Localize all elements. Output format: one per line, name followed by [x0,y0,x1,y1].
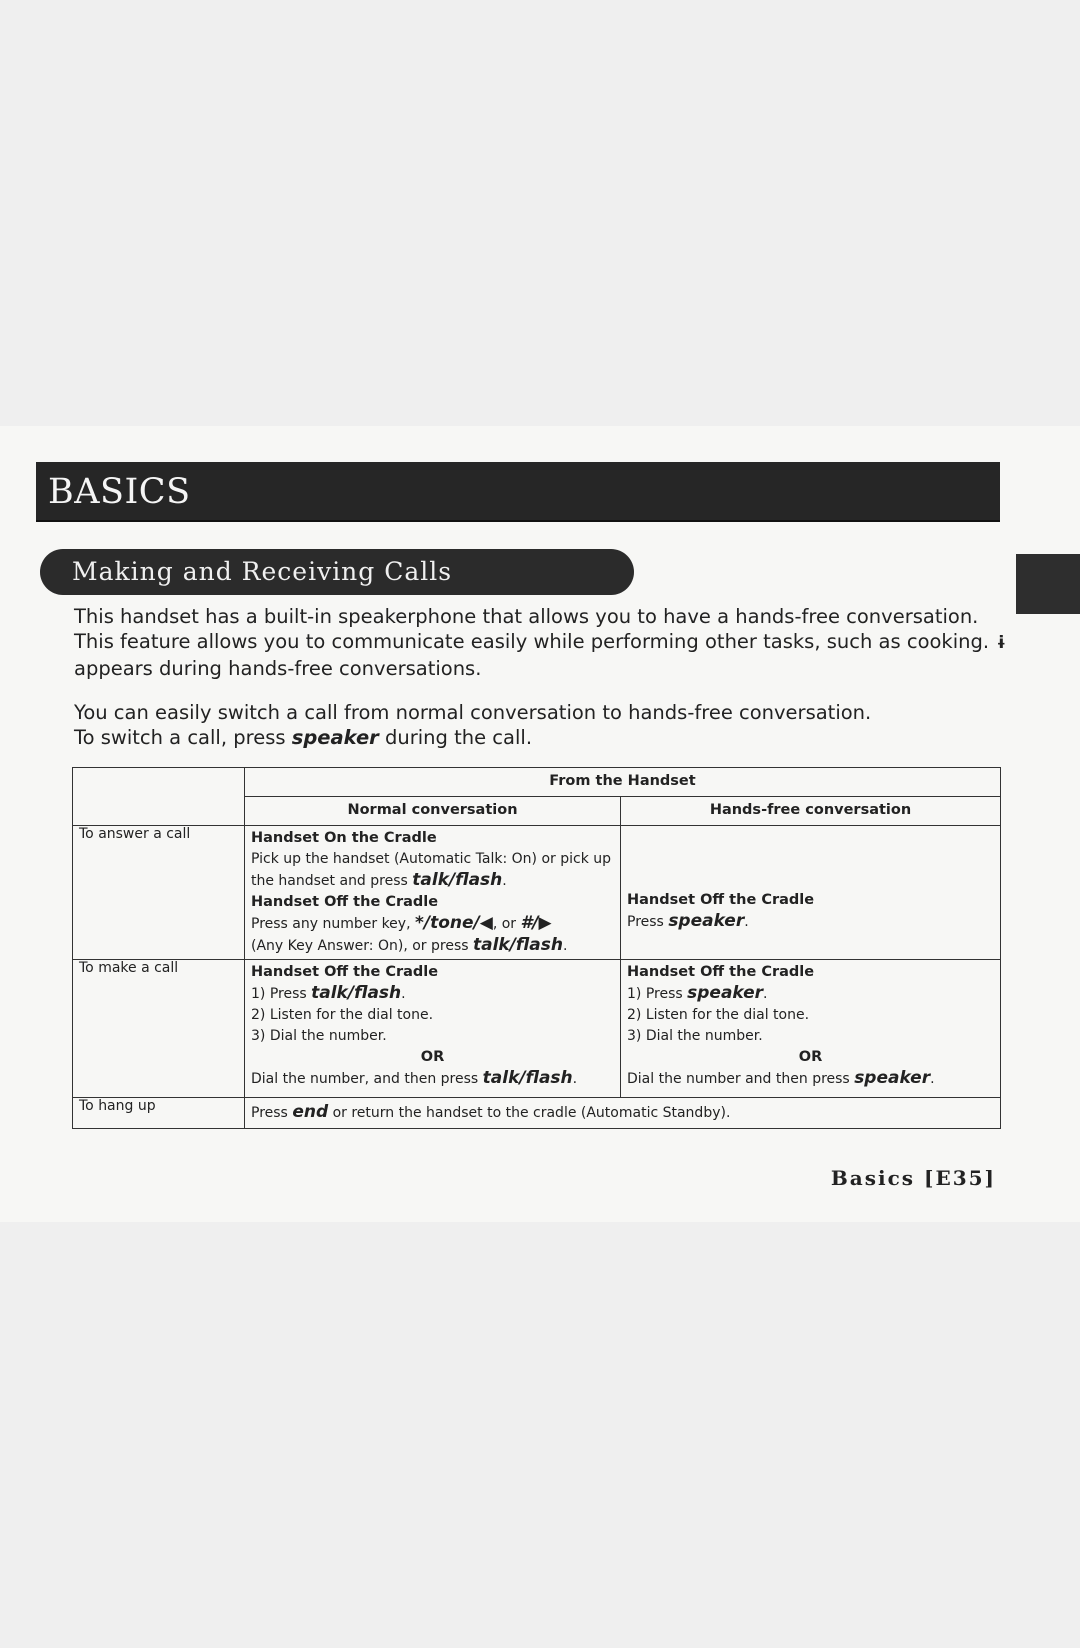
cell-text-part: 1) Press [251,986,307,1002]
step-3: 3) Dial the number. [627,1028,763,1044]
cell-heading: Handset Off the Cradle [251,894,439,910]
speaker-indicator-icon: ɨ [996,633,1006,653]
column-header-normal: Normal conversation [245,797,621,826]
column-header-handsfree: Hands-free conversation [621,797,1001,826]
cell-text [251,913,614,935]
alt-text: Dial the number and then press speaker. [627,1068,935,1088]
cell-heading: Handset On the Cradle [251,830,437,846]
talk-flash-key: talk/flash [412,870,503,890]
step-2: 2) Listen for the dial tone. [251,1007,434,1023]
cell-heading: Handset Off the Cradle [627,964,815,980]
speaker-key: speaker [854,1068,931,1088]
step-2: 2) Listen for the dial tone. [627,1007,810,1023]
intro-paragraph [74,604,1014,681]
answer-normal-cell [245,826,621,960]
cell-heading: Handset Off the Cradle [627,892,815,908]
table-row [73,960,1001,1098]
talk-flash-key: talk/flash [472,935,563,955]
speaker-key: speaker [687,983,764,1003]
cell-text-part: Dial the number, and then press [251,1071,479,1087]
switch-line2-pre: To switch a call, press [74,726,286,749]
cell-text-part: Press [251,1105,288,1121]
row-label-answer: To answer a call [73,826,245,960]
intro-text-after: appears during hands-free conversations. [74,657,482,680]
cell-text-part: or return the handset to the cradle (Automatic Standby). [332,1105,731,1121]
cell-heading: Handset Off the Cradle [251,964,439,980]
switch-paragraph [74,700,1014,750]
pound-key: #/▶ [520,913,552,933]
cell-text: Press speaker. [627,911,749,931]
cell-text-part: (Any Key Answer: On), or press [251,938,469,954]
make-normal-cell [245,960,621,1098]
step-3: 3) Dial the number. [251,1028,387,1044]
cell-text: (Any Key Answer: On), or press talk/flash. [251,935,568,955]
answer-handsfree-cell [621,826,1001,960]
chapter-tab-marker [1016,554,1080,614]
or-separator: OR [798,1049,823,1065]
alt-text: Dial the number, and then press talk/flash. [251,1068,578,1088]
cell-text-part: Press [627,914,664,930]
switch-line2-post: during the call. [385,726,533,749]
cell-text-part: Pick up the handset (Automatic Talk: On) or pick up the handset and press [251,851,612,889]
table-corner [73,768,245,826]
intro-text: This handset has a built-in speakerphone that allows you to have a hands-free conversation. This feature allows you to communicate easily while performing other tasks, such as cooking. [74,605,990,653]
talk-flash-key: talk/flash [311,983,402,1003]
speaker-key: speaker [668,911,745,931]
or-separator: OR [420,1049,445,1065]
row-label-make: To make a call [73,960,245,1098]
switch-line1: You can easily switch a call from normal conversation to hands-free conversation. [74,701,872,724]
cell-text-part: Dial the number and then press [627,1071,850,1087]
row-label-hang: To hang up [73,1098,245,1129]
subsection-title: Making and Receiving Calls [72,557,453,586]
step-1: 1) Press talk/flash. [251,983,406,1003]
make-handsfree-cell [621,960,1001,1098]
step-1: 1) Press speaker. [627,983,768,1003]
page-footer: Basics [E35] [830,1166,996,1190]
table-row [73,826,1001,960]
cell-text-part: 1) Press [627,986,683,1002]
hang-up-cell [245,1098,1001,1129]
group-header: From the Handset [245,768,1001,797]
table-row [73,1098,1001,1129]
speaker-key: speaker [291,726,379,749]
end-key: end [292,1102,329,1122]
talk-flash-key: talk/flash [482,1068,573,1088]
cell-text-part: , or [492,916,517,932]
tone-key: */tone/◀ [414,913,493,933]
call-operations-table [72,767,1001,1129]
cell-text: Pick up the handset (Automatic Talk: On) or pick up the handset and press talk/flash. [251,851,612,890]
section-title: BASICS [48,472,191,512]
cell-text-part: Press any number key, [251,916,411,932]
